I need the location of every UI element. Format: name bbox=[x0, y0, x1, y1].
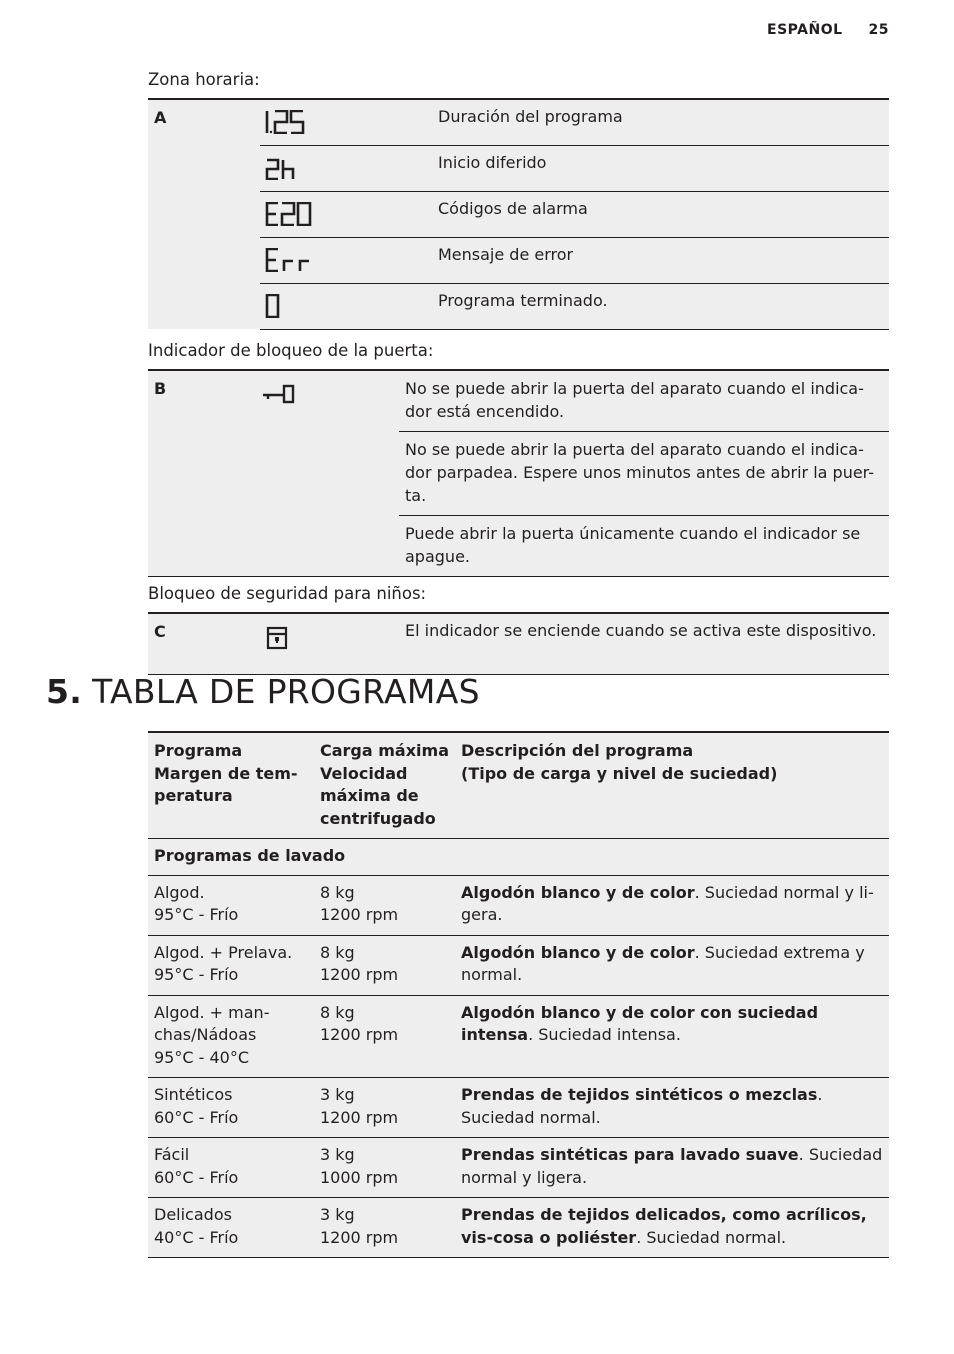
program-table bbox=[148, 731, 889, 1258]
zona-row-text: Códigos de alarma bbox=[430, 191, 889, 237]
program-temp: 95°C - Frío bbox=[154, 905, 239, 924]
header-language: ESPAÑOL bbox=[767, 22, 843, 38]
max-load: 3 kg bbox=[320, 1205, 355, 1224]
program-cell bbox=[148, 875, 314, 935]
program-cell bbox=[148, 1138, 314, 1198]
description-bold: Prendas sintéticas para lavado suave bbox=[461, 1145, 799, 1164]
group-label: Programas de lavado bbox=[148, 839, 889, 876]
table-row bbox=[148, 995, 889, 1078]
door-lock-line: No se puede abrir la puerta del aparato cuando el indica- bbox=[405, 440, 864, 459]
header-carga bbox=[314, 732, 455, 839]
table-row bbox=[148, 1138, 889, 1198]
program-cell bbox=[148, 1078, 314, 1138]
load-cell bbox=[314, 1078, 455, 1138]
description-bold: Algodón blanco y de color bbox=[461, 942, 695, 962]
header-line: (Tipo de carga y nivel de suciedad) bbox=[461, 763, 778, 783]
max-load: 8 kg bbox=[320, 942, 355, 962]
header-line: Velocidad bbox=[320, 763, 408, 783]
header-line: Margen de tem- bbox=[154, 763, 298, 783]
description-text: . Suciedad intensa. bbox=[528, 1025, 681, 1044]
table-row bbox=[148, 875, 889, 935]
program-cell bbox=[148, 995, 314, 1078]
description-cell bbox=[455, 1138, 889, 1198]
door-lock-line: ta. bbox=[405, 486, 427, 505]
load-cell bbox=[314, 1198, 455, 1258]
program-name-cont: chas/Nádoas bbox=[154, 1025, 257, 1044]
lcd-delay-icon bbox=[260, 145, 430, 191]
max-load: 3 kg bbox=[320, 1085, 355, 1104]
header-line: Descripción del programa bbox=[461, 741, 694, 760]
zona-row-text: Inicio diferido bbox=[430, 145, 889, 191]
header-line: Carga máxima bbox=[320, 741, 449, 760]
child-lock-text: El indicador se enciende cuando se activa este dispositivo. bbox=[399, 613, 889, 675]
description-text: . Suciedad normal y li-gera. bbox=[461, 882, 874, 924]
program-temp: 60°C - Frío bbox=[154, 1107, 239, 1127]
program-temp: 95°C - 40°C bbox=[154, 1047, 250, 1067]
load-cell bbox=[314, 875, 455, 935]
zona-row-text: Duración del programa bbox=[430, 99, 889, 145]
description-cell bbox=[455, 1198, 889, 1258]
zona-row-text: Programa terminado. bbox=[430, 283, 889, 329]
description-cell bbox=[455, 995, 889, 1078]
door-lock-line: dor parpadea. Espere unos minutos antes de abrir la puer- bbox=[405, 463, 874, 482]
table-row bbox=[148, 1198, 889, 1258]
lcd-alarm-code-icon bbox=[260, 191, 430, 237]
program-name: Algod. bbox=[154, 882, 205, 902]
lcd-error-icon bbox=[260, 237, 430, 283]
max-speed: 1000 rpm bbox=[320, 1167, 399, 1187]
door-lock-line: dor está encendido. bbox=[405, 402, 565, 421]
description-cell bbox=[455, 875, 889, 935]
description-text: . Suciedad normal. bbox=[636, 1227, 787, 1247]
header-line: Programa bbox=[154, 741, 243, 760]
max-speed: 1200 rpm bbox=[320, 905, 399, 924]
section-title: TABLA DE PROGRAMAS bbox=[92, 672, 480, 711]
description-text: . Suciedad extrema y normal. bbox=[461, 942, 865, 984]
zona-horaria-caption: Zona horaria: bbox=[148, 70, 260, 89]
max-speed: 1200 rpm bbox=[320, 1107, 399, 1127]
door-lock-row bbox=[399, 516, 889, 577]
page-header bbox=[767, 22, 889, 38]
lcd-end-icon bbox=[260, 283, 430, 329]
program-name: Fácil bbox=[154, 1145, 190, 1164]
load-cell bbox=[314, 995, 455, 1078]
header-line: peratura bbox=[154, 786, 233, 805]
program-temp: 40°C - Frío bbox=[154, 1227, 239, 1247]
max-speed: 1200 rpm bbox=[320, 1025, 399, 1044]
lcd-duration-icon bbox=[260, 99, 430, 145]
row-letter-a: A bbox=[148, 99, 260, 329]
zona-horaria-table bbox=[148, 98, 889, 330]
section-heading bbox=[46, 672, 480, 711]
header-line: máxima de bbox=[320, 786, 419, 805]
child-lock-caption: Bloqueo de seguridad para niños: bbox=[148, 584, 427, 603]
max-load: 3 kg bbox=[320, 1145, 355, 1164]
zona-row-text: Mensaje de error bbox=[430, 237, 889, 283]
door-lock-table bbox=[148, 369, 889, 577]
max-load: 8 kg bbox=[320, 882, 355, 902]
header-programa bbox=[148, 732, 314, 839]
page-number: 25 bbox=[868, 22, 889, 38]
program-name: Delicados bbox=[154, 1205, 232, 1224]
table-row bbox=[148, 1078, 889, 1138]
description-bold: Algodón blanco y de color con suciedad intensa bbox=[461, 1002, 819, 1044]
max-load: 8 kg bbox=[320, 1002, 355, 1022]
max-speed: 1200 rpm bbox=[320, 965, 399, 984]
description-bold: Prendas de tejidos delicados, como acrílicos, vis-cosa o poliéster bbox=[461, 1205, 867, 1247]
load-cell bbox=[314, 1138, 455, 1198]
table-row bbox=[148, 935, 889, 995]
row-letter-b: B bbox=[148, 370, 260, 577]
row-letter-c: C bbox=[148, 613, 260, 675]
program-name: Sintéticos bbox=[154, 1085, 233, 1104]
description-bold: Prendas de tejidos sintéticos o mezclas bbox=[461, 1085, 818, 1104]
program-cell bbox=[148, 1198, 314, 1258]
program-table-header bbox=[148, 732, 889, 839]
program-cell bbox=[148, 935, 314, 995]
door-lock-line: apague. bbox=[405, 547, 470, 566]
program-temp: 95°C - Frío bbox=[154, 965, 239, 984]
program-temp: 60°C - Frío bbox=[154, 1167, 239, 1187]
door-lock-row bbox=[399, 432, 889, 516]
description-text: . Suciedad normal. bbox=[461, 1085, 823, 1127]
max-speed: 1200 rpm bbox=[320, 1227, 399, 1247]
header-line: centrifugado bbox=[320, 808, 436, 828]
description-bold: Algodón blanco y de color bbox=[461, 882, 695, 902]
header-descripcion bbox=[455, 732, 889, 839]
load-cell bbox=[314, 935, 455, 995]
section-number: 5. bbox=[46, 672, 83, 711]
child-lock-table bbox=[148, 612, 889, 675]
child-lock-icon bbox=[260, 613, 399, 675]
description-cell bbox=[455, 935, 889, 995]
program-name: Algod. + man- bbox=[154, 1002, 270, 1022]
door-lock-line: Puede abrir la puerta únicamente cuando el indicador se bbox=[405, 524, 861, 543]
door-lock-row bbox=[399, 370, 889, 432]
door-lock-caption: Indicador de bloqueo de la puerta: bbox=[148, 341, 434, 360]
description-text: . Suciedad normal y ligera. bbox=[461, 1145, 883, 1187]
key-icon bbox=[260, 370, 399, 577]
description-cell bbox=[455, 1078, 889, 1138]
program-name: Algod. + Prelava. bbox=[154, 942, 293, 962]
door-lock-line: No se puede abrir la puerta del aparato cuando el indica- bbox=[405, 379, 864, 398]
